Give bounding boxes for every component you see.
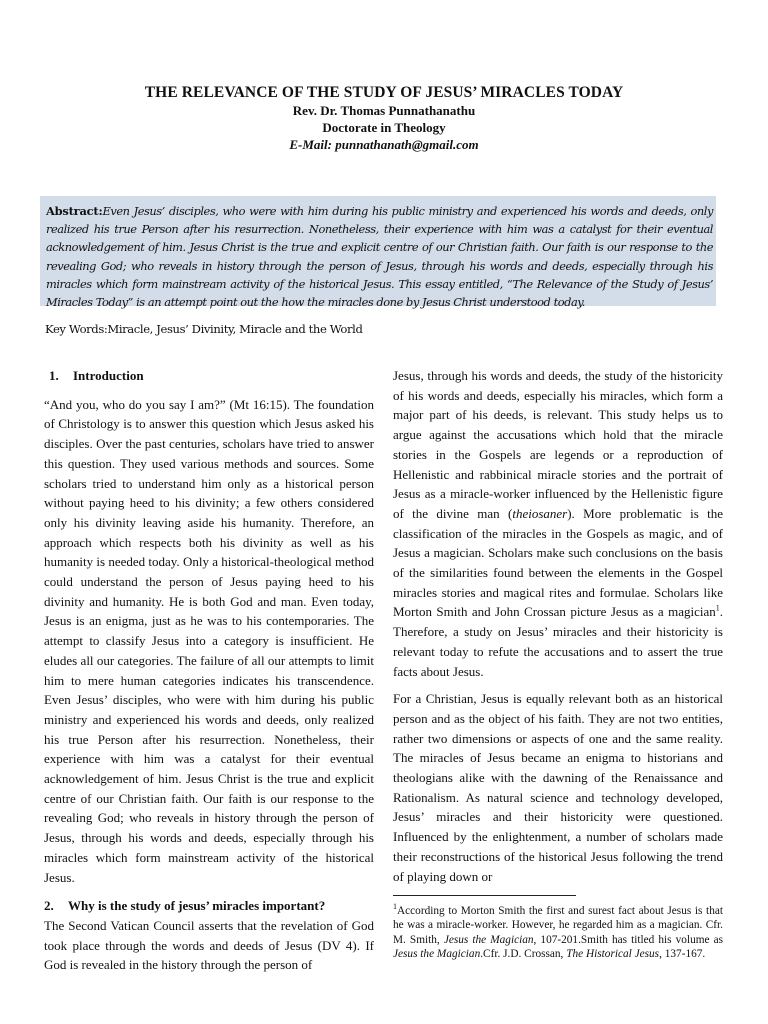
footnote-ref[interactable]: 1 xyxy=(715,604,720,614)
paper-title: THE RELEVANCE OF THE STUDY OF JESUS’ MIRACLES TODAY xyxy=(144,84,624,101)
footnote-text-b: , 107-201.Smith has titled his volume as xyxy=(533,933,723,946)
footnote-title-1: Jesus the Magician xyxy=(443,933,534,946)
right-p1-text-b: ). More problematic is the classification of the miracles in the Gospels as magic, and of Jesus a magician. Scholars make such conclusions on the basis of the similarities found between the elements in the Gospel miracles stories and magical rites and formulae. Scholars like Morton Smith and John Crossan picture Jesus as a magician xyxy=(393,505,723,620)
left-column xyxy=(44,366,374,975)
footnote-title-2: Jesus the Magician xyxy=(393,948,481,961)
section-2-title: Why is the study of jesus’ miracles important? xyxy=(68,898,326,914)
author-degree: Doctorate in Theology xyxy=(322,120,446,135)
right-column xyxy=(393,366,723,886)
section-2-number: 2. xyxy=(44,898,54,914)
abstract-label: Abstract: xyxy=(46,204,103,218)
abstract-text: Even Jesus’ disciples, who were with him during his public ministry and experienced his words and deeds, only realized his true Person after his resurrection. Nonetheless, their experience with him was a catalyst for their eventual acknowledgement of him. Jesus Christ is the true and explicit centre of our Christian faith. Our faith is our response to the revealing God; who reveals in history through the person of Jesus, through his words and deeds, especially through his miracles which form mainstream activity of the historical Jesus. This essay entitled, “The Relevance of the Study of Jesus’ Miracles Today” is an attempt point out the how the miracles done by Jesus Christ understood today. xyxy=(46,204,713,310)
section-2-heading xyxy=(44,896,374,916)
right-paragraph-2: For a Christian, Jesus is equally relevant both as an historical person and as the object of his faith. They are not two entities, rather two dimensions or aspects of one and the same reality. The miracles of Jesus became an enigma to historians and theologians alike with the dawning of the Renaissance and Rationalism. As natural science and technology developed, Jesus’ miracles and their historicity were questioned. Influenced by the enlightenment, a number of scholars made their reconstructions of the historical Jesus following the trend of playing down or xyxy=(393,691,723,884)
right-paragraph-1 xyxy=(393,366,723,681)
paper-header xyxy=(0,84,768,153)
footnote-title-3: The Historical Jesus xyxy=(566,948,660,961)
section-1-title: Introduction xyxy=(73,368,144,383)
right-p1-text-c: . Therefore, a study on Jesus’ miracles and their historicity is relevant today to refute the accusations and to assert the true facts about Jesus. xyxy=(393,604,723,679)
right-p1-text-a: Jesus, through his words and deeds, the study of the historicity of his words and deeds, especially his miracles, which form a major part of his deeds, is relevant. This study helps us to argue against the accusations which hold that the miracle stories in the Gospels are legends or a reproduction of Hellenistic and rabbinical miracle stories and the portrait of Jesus as a miracle-worker influenced by the Hellenistic figure of the divine man ( xyxy=(393,368,723,521)
right-p1-italic: theiosaner xyxy=(512,505,568,521)
footnote-text-c: .Cfr. J.D. Crossan, xyxy=(480,948,567,961)
footnote-mark: 1 xyxy=(393,902,397,912)
author-email: E-Mail: punnathanath@gmail.com xyxy=(289,137,479,152)
footnote xyxy=(393,904,723,962)
author-name: Rev. Dr. Thomas Punnathanathu xyxy=(292,103,476,118)
footnote-text-d: , 137-167. xyxy=(659,948,706,961)
footnote-text-a: According to Morton Smith the first and surest fact about Jesus is that he was a miracle-worker. However, he regarded him as a magician. Cfr. M. Smith, xyxy=(393,905,723,946)
section-1-heading xyxy=(49,366,374,386)
section-2-paragraph: The Second Vatican Council asserts that the revelation of God took place through the words and deeds of Jesus (DV 4). If God is revealed in the history through the person of xyxy=(44,917,374,973)
section-1-paragraph: “And you, who do you say I am?” (Mt 16:15). The foundation of Christology is to answer this question which Jesus asked his disciples. Over the past centuries, scholars have tried to answer this question. They used various methods and sources. Some scholars tried to understand him only as a historical person without paying heed to his divinity; a few others considered only his divinity leaving aside his humanity. Therefore, an approach which respects both his divinity as well as his humanity is needed today. Only a historical-theological method could understand the person of Jesus paying heed to his divinity and humanity. He is both God and man. Even today, Jesus is an enigma, just as he was to his contemporaries. The attempt to classify Jesus into a category is insufficient. He eludes all our categories. The failure of all our attempts to limit him to mere human categories indicates his transcendence. Even Jesus’ disciples, who were with him during his public ministry and experienced his words and deeds, only realized his true Person after his resurrection. Nonetheless, their experience with him was a catalyst for their eventual acknowledgement of him. Jesus Christ is the true and explicit centre of our Christian faith. Our faith is our response to the revealing God; who reveals in history through the person of Jesus, through his words and deeds, especially through his miracles which form mainstream activity of the historical Jesus. xyxy=(44,396,374,885)
abstract-box xyxy=(40,196,716,310)
footnote-divider xyxy=(393,895,576,896)
keywords-line: Key Words:Miracle, Jesus’ Divinity, Miracle and the World xyxy=(45,322,363,336)
section-1-number: 1. xyxy=(49,368,59,383)
